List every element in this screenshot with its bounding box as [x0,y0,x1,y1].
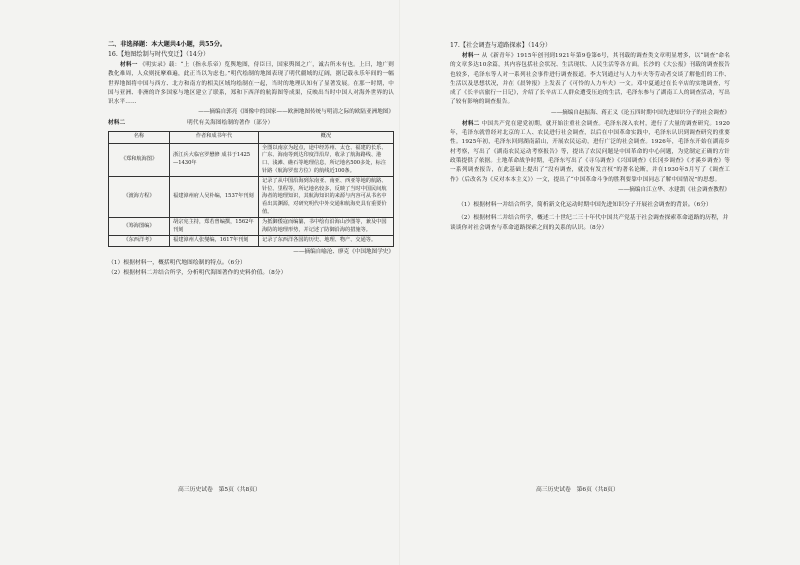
q16-material-1-source: ——摘编自郭亮《图像中的国家——欧洲地图传统与明清之际的欧陆亚洲地图》 [198,109,394,116]
table-header-cell: 名称 [109,131,170,143]
page-footer: 高三历史试卷 第6页（共8页） [536,487,619,493]
material-label: 材料一 [120,62,138,68]
q16-material-2-source: ——摘编自喻沧、廖克《中国地图学史》 [293,248,394,255]
table-cell-name: 《东西洋考》 [109,236,170,247]
material-text: 从《新青年》1915年创刊到1921年第9卷第6号，其刊载的调查类文章明显增多，以“调查”命名的文章多达10余篇，其内容包括社会状况、生活现状、人民生活等各方面。长沙的《大公报》刊载的调查报告也较多，毛泽东等人对一系列社会事件进行调查报道。李大钊通过与人力车夫等劳动者交谈了解他们的工作、生活以及思想状况，并在《晨钟报》上发表了《可怜的人力车夫》一文。邓中夏通过在长辛店的实地调查，写成了《长辛店旅行一日记》，介绍了长辛店工人群众遭受压迫的生活，毛泽东参与了湖南工人的调查活动，写出了较有影响的调查报告。 [450,53,731,106]
table-header-cell: 概况 [259,131,394,143]
question-17-2: （2）根据材料二并结合所学，概述二十世纪二三十年代中国共产党基于社会调查探索革命道路的历程，并谈谈你对社会调查与革命道路探索之间的关系的认识。（8分） [450,215,729,231]
table-cell-summary: 全图以南京为起点，途中经苏州、太仓、福建的长乐、广东、海南等到达印度洋沿岸，收录了航海路线、港口、浅滩、礁石等地理信息，所记地名500多处，标注针路（航海罗盘方位）的航线近100条。 [259,143,394,176]
section-heading: 二、非选择题：本大题共4小题，共55分。 [108,41,227,48]
table-cell-author: 福建漳州人张燮编，1617年刊刻 [170,236,259,247]
table-cell-summary: 记录了从中国沿海到东南亚、南亚、西亚等地的航路、针位、里程等，所记地名较多，反映了当时中国民间航海者的地理知识，其航海知识的来源与内容可从书名中看出其渊源，对研究明代中外交通和航海史具有重要价值。 [259,177,394,218]
table-header-cell: 作者和成书年代 [170,131,259,143]
exam-page-6 [400,0,800,565]
material-text: 中国共产党在建党初期，就开始注重社会调查。毛泽东深入农村，进行了大量的调查研究。1920年，毛泽东就曾经对北京的工人、农民进行社会调查，以后在中国革命实践中，毛泽东认识到调查研究的重要性。1925年初，毛泽东回到湖南韶山，开展农民运动，进行广泛的社会调查。1926年，毛泽东开始在湖南乡村考察，写出了《湖南农民运动考察报告》等，提出了农民问题是中国革命的中心问题，为党制定正确的方针政策提供了依据。土地革命战争时期，毛泽东写出了《寻乌调查》《兴国调查》《长冈乡调查》《才溪乡调查》等一系列调查报告，在此基础上提出了“没有调查，就没有发言权”的著名论断，并在1930年5月写了《调查工作》（后改名为《反对本本主义》）一文，提出了“中国革命斗争的胜利要靠中国同志了解中国情况”的思想。 [450,120,730,183]
material-text: 《明实录》载：“上（指永乐帝）览舆地图，侍臣曰，国家舆图之广，诚古所未有也。上曰，地广则教化难周，人众则抚摩难遍，此正当以为虑也。”明代绘制的地图表现了明代疆域的辽阔，据记载永乐年间的一幅世界地图将中国与西方、北方和南方的相关区域均绘制在一起，当时的地理认知有了显著发展。在那一时期，中国与亚洲、非洲的许多国家与地区建立了联系，郑和下西洋的航海图等成果，反映出当时中国人对海外世界的认识水平…… [108,62,394,106]
table-row [109,218,394,236]
q17-material-2-source: ——摘编自江立华、水建凯《社会调查教程》 [618,186,730,193]
question-17-title: 17.【社会调查与道路探索】（14分） [450,42,552,49]
ming-maps-table [108,131,394,247]
q17-material-2 [450,120,730,185]
table-header-row [109,131,394,143]
question-17-1: （1）根据材料一并结合所学，简析新文化运动时期中国先进知识分子开展社会调查的背景。（6分） [458,201,712,208]
q17-material-1 [450,52,730,108]
table-row [109,143,394,176]
material-label: 材料二 [462,120,480,127]
table-row [109,236,394,247]
table-cell-name: 《郑和航海图》 [109,143,170,176]
question-16-title: 16.【地图绘制与时代变迁】（14分） [108,51,210,58]
page-footer: 高三历史试卷 第5页（共8页） [178,487,261,493]
table-row [109,177,394,218]
q16-material-2-header [108,119,394,128]
question-16-1: （1）根据材料一，概括明代地图绘制的特点。（6分） [108,259,246,266]
table-cell-name: 《筹海图编》 [109,218,170,236]
table-cell-summary: 记录了东西洋各国的历史、地理、物产、交通等。 [259,236,394,247]
table-cell-name: 《渡海方程》 [109,177,170,218]
table-caption: 明代有关海图绘制的著作（部分） [187,120,274,127]
table-cell-author: 浙江兵大临官罗懋修 成书于1425—1430年 [170,143,259,176]
table-cell-author: 福建漳州府人吴朴编，1537年刊刻 [170,177,259,218]
material-label: 材料二 [108,120,126,127]
q16-material-1 [108,61,394,107]
question-16-2: （2）根据材料二并结合所学，分析明代海图著作的史料价值。（8分） [108,270,287,277]
table-cell-summary: 为抵御倭寇而编纂，书中绘有沿海山沙图等，兼及中国海防的地理形势，并记述了防御沿海的措施等。 [259,218,394,236]
material-label: 材料一 [462,53,480,59]
table-cell-author: 胡宗宪主持，郑若曾编撰，1562年刊刻 [170,218,259,236]
q17-material-1-source: ——摘编自赵振海、蒋正义《论五四时期中国先进知识分子的社会调查》 [550,109,730,116]
